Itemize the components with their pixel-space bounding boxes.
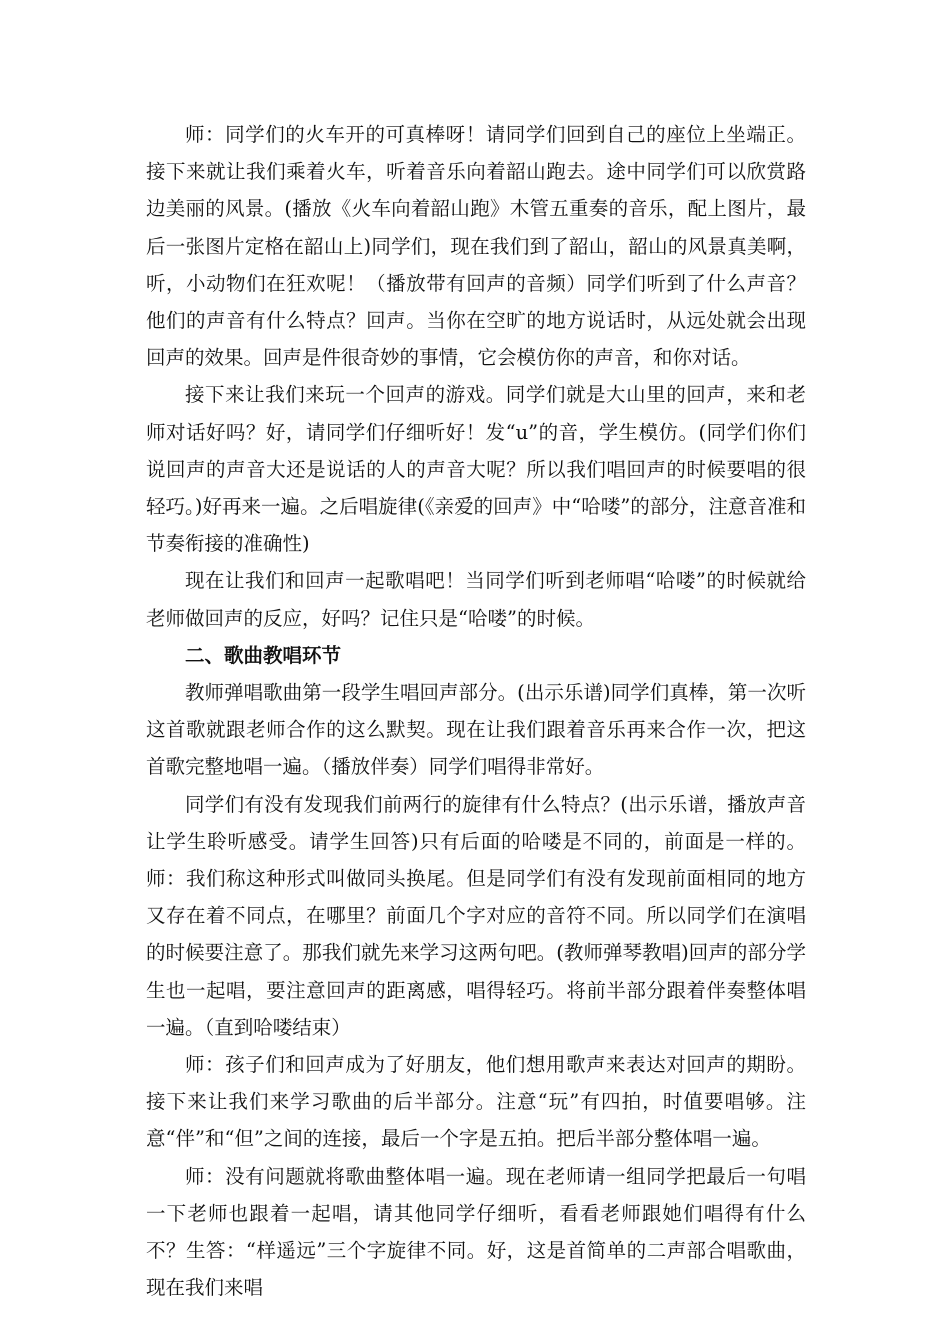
paragraph-echo-game: 接下来让我们来玩一个回声的游戏。同学们就是大山里的回声，来和老师对话好吗？好，请同学们仔细听好！发“u”的音，学生模仿。(同学们你们说回声的声音大还是说话的人的声音大呢？所以我们唱回声的时候要唱的很轻巧。)好再来一遍。之后唱旋律(《亲爱的回声》中“哈喽”的部分，注意音准和节奏衔接的准确性): [146, 383, 806, 556]
paragraph-first-verse: 教师弹唱歌曲第一段学生唱回声部分。(出示乐谱)同学们真棒，第一次听这首歌就跟老师合作的这么默契。现在让我们跟着音乐再来合作一次，把这首歌完整地唱一遍。（播放伴奏）同学们唱得非常好。: [146, 681, 806, 779]
paragraph-melody-features: 同学们有没有发现我们前两行的旋律有什么特点？(出示乐谱，播放声音让学生聆听感受。请学生回答)只有后面的哈喽是不同的，前面是一样的。师：我们称这种形式叫做同头换尾。但是同学们有没有发现前面相同的地方又存在着不同点，在哪里？前面几个字对应的音符不同。所以同学们在演唱的时候要注意了。那我们就先来学习这两句吧。(教师弹琴教唱)回声的部分学生也一起唱，要注意回声的距离感，唱得轻巧。将前半部分跟着伴奏整体唱一遍。（直到哈喽结束）: [146, 792, 806, 1039]
document-body: [146, 116, 806, 1307]
section-heading: 二、歌曲教唱环节: [185, 643, 342, 667]
paragraph-whole-song: 师：没有问题就将歌曲整体唱一遍。现在老师请一组同学把最后一句唱一下老师也跟着一起唱，请其他同学仔细听，看看老师跟她们唱得有什么不？生答：“样遥远”三个字旋律不同。好，这是首简单的二声部合唱歌曲，现在我们来唱: [146, 1164, 806, 1300]
paragraph-second-half: 师：孩子们和回声成为了好朋友，他们想用歌声来表达对回声的期盼。接下来让我们来学习歌曲的后半部分。注意“玩”有四拍，时值要唱够。注意“伴”和“但”之间的连接，最后一个字是五拍。把后半部分整体唱一遍。: [146, 1053, 806, 1151]
paragraph-sing-with-echo: 现在让我们和回声一起歌唱吧！当同学们听到老师唱“哈喽”的时候就给老师做回声的反应，好吗？记住只是“哈喽”的时候。: [146, 569, 806, 630]
paragraph-train-intro: 师：同学们的火车开的可真棒呀！请同学们回到自己的座位上坐端正。接下来就让我们乘着火车，听着音乐向着韶山跑去。途中同学们可以欣赏路边美丽的风景。(播放《火车向着韶山跑》木管五重奏的音乐，配上图片，最后一张图片定格在韶山上)同学们，现在我们到了韶山，韶山的风景真美啊，听，小动物们在狂欢呢！（播放带有回声的音频）同学们听到了什么声音？他们的声音有什么特点？回声。当你在空旷的地方说话时，从远处就会出现回声的效果。回声是件很奇妙的事情，它会模仿你的声音，和你对话。: [146, 123, 806, 370]
